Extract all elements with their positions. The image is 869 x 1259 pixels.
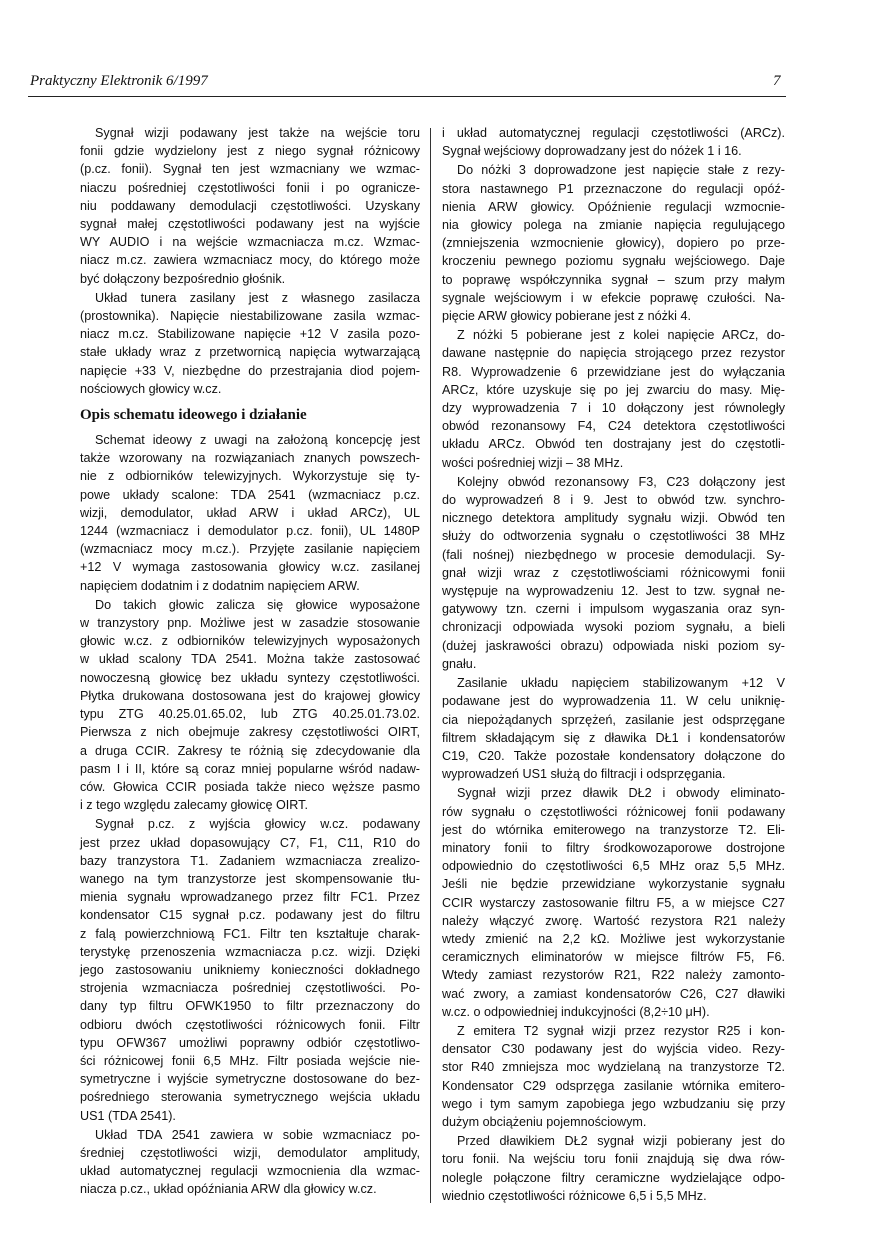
text-line: i układ automatycznej regulacji częstotliwości (ARCz). (442, 126, 785, 140)
text-line: Sygnał wizji przez dławik DŁ2 i obwody eliminato- (457, 786, 785, 801)
paragraph (80, 431, 420, 595)
paragraph (442, 161, 785, 325)
text-line: US1 (TDA 2541). (80, 1108, 176, 1123)
text-line: jest do wtórnika emiterowego na tranzystorze T2. Eli- (442, 822, 785, 837)
text-line: występuje na wyprowadzeniu 12. Jest to tzw. sygnał ne- (442, 584, 785, 599)
paragraph (442, 674, 785, 783)
text-line: wtedy zmienić na 2,2 kΩ. Możliwe jest wykorzystanie (442, 931, 785, 946)
text-line: z falą powierzchniową FC1. Filtr ten kształtuje charak- (80, 926, 420, 941)
column-divider (430, 128, 431, 1203)
text-line: sygnale wejściowym i w efekcie poprawę czułości. Na- (442, 290, 785, 305)
paragraph (80, 596, 420, 814)
text-line: (wzmacniacz mocy m.cz.). Przyjęte zasilanie napięciem (80, 542, 420, 557)
text-line: dzy wyprowadzenia 7 i 10 dołączony jest równoległy (442, 401, 785, 416)
text-line: +12 V wymaga zastosowania głowicy w.cz. zasilanej (80, 560, 420, 575)
text-line: wości pośredniej wizji – 38 MHz. (442, 455, 624, 470)
text-line: mienia sygnału wprowadzanego przez filtr FC1. Przez (80, 890, 420, 905)
text-line: średniej częstotliwości wizji, demodulator amplitudy, (80, 1145, 420, 1160)
text-line: i z tego względu zalecamy głowicę OIRT. (80, 798, 308, 813)
text-line: chronizacji odpowiada wysoki poziom sygnału, a bieli (442, 620, 785, 635)
text-line: jego zastosowaniu unikniemy konieczności dokładnego (80, 962, 420, 977)
text-line: a druga CCIR. Zakresy te różnią się zdecydowanie dla (80, 743, 420, 758)
text-line: wanego na tym tranzystorze jest skompensowanie tłu- (80, 871, 420, 886)
text-line: to poprawę współczynnika sygnał – szum przy małym (442, 272, 785, 287)
text-line: filtrem składającym się z dławika DŁ1 i kondensatorów (442, 730, 785, 745)
text-line: powe układy scalone: TDA 2541 (wzmacniacz p.cz. (80, 487, 420, 502)
text-line: Jeśli nie będzie przewidziane wykorzystanie sygnału (442, 877, 785, 892)
text-line: Przed dławikiem DŁ2 sygnał wizji pobierany jest do (457, 1134, 785, 1149)
text-line: nie z odbiorników telewizyjnych. Wykorzystuje się ty- (80, 469, 420, 484)
text-line: WY AUDIO i na wejście wzmacniacza m.cz. Wzmac- (80, 235, 420, 250)
text-line: dużym obciążeniu pojemnościowym. (442, 1114, 647, 1129)
paragraph (80, 1126, 420, 1199)
text-line: niacz m.cz. Stabilizowane napięcie +12 V zasila pozo- (80, 327, 420, 342)
text-line: układ automatycznej regulacji wzmocnienia dla wzmac- (80, 1164, 420, 1179)
text-line: obwód rezonansowy F4, C24 detektora częstotliwości (442, 419, 785, 434)
text-line: Układ tunera zasilany jest z własnego zasilacza (95, 290, 420, 305)
text-line: nienia ARW głowicy. Opóźnienie regulacji wzmocnie- (442, 199, 785, 214)
text-line: (fali nośnej) niezbędnego w procesie demodulacji. Sy- (442, 547, 785, 562)
text-line: toru fonii. Na wejściu toru fonii znajdują się dwa rów- (442, 1152, 785, 1167)
text-line: być dołączony bezpośrednio głośnik. (80, 271, 286, 286)
running-header-title: Praktyczny Elektronik 6/1997 (30, 73, 208, 89)
paragraph (80, 289, 420, 398)
text-line: odpowiednio do częstotliwości 6,5 MHz oraz 5,5 MHz. (442, 859, 785, 874)
text-line: bazy tranzystora T1. Zadaniem wzmacniacza zrealizo- (80, 853, 420, 868)
right-column (442, 124, 785, 1206)
text-line: wyprowadzeń US1 służą do filtracji i odsprzęgania. (442, 767, 726, 782)
text-line: nia głowicy polega na zmianie napięcia regulującego (442, 218, 785, 233)
text-line: głowic w.cz. z odbiorników telewizyjnych wyposażonych (80, 634, 420, 649)
text-line: należy włączyć zworę. Wartość rezystora R21 należy (442, 913, 785, 928)
text-line: napięcie +33 V, niezbędne do przestrajania diod pojem- (80, 363, 420, 378)
text-line: Sygnał wizji podawany jest także na wejście toru (95, 126, 420, 140)
text-line: do wyprowadzeń 8 i 9. Jest to obwód tzw. synchro- (442, 493, 785, 508)
text-line: Do takich głowic zalicza się głowice wyposażone (95, 597, 420, 612)
text-line: Sygnał p.cz. z wyjścia głowicy w.cz. podawany (95, 817, 420, 832)
text-line: ceramicznych eliminatorów w miejsce filtrów F5, F6. (442, 950, 785, 965)
paragraph (442, 1022, 785, 1131)
text-line: nowoczesną głowicę bez układu syntezy częstotliwości. (80, 670, 420, 685)
text-line: Pierwsza z nich obejmuje zakresy częstotliwości OIRT, (80, 725, 420, 740)
paragraph (442, 1132, 785, 1205)
header-rule (28, 96, 786, 97)
text-line: pośredniego sterowania symetrycznego wejścia układu (80, 1090, 420, 1105)
section-heading: Opis schematu ideowego i działanie (80, 407, 307, 424)
text-line: typu ZTG 40.25.01.65.02, lub ZTG 40.25.01.73.02. (80, 707, 420, 722)
text-line: Wtedy zamiast rezystorów R21, R22 należy zamonto- (442, 968, 785, 983)
text-line: Zasilanie układu napięciem stabilizowanym +12 V (457, 676, 785, 691)
text-line: ców. Głowica CCIR posiada także nieco węższe pasmo (80, 779, 420, 794)
text-line: Układ TDA 2541 zawiera w sobie wzmacniacz po- (95, 1127, 420, 1142)
text-line: podawane jest do wyprowadzenia 11. W celu uniknię- (442, 694, 785, 709)
text-line: strojenia wzmacniacza pośredniej częstotliwości. Po- (80, 981, 420, 996)
paragraph (80, 815, 420, 1124)
text-line: (zmniejszenia wzmocnienie głowicy), dopiero po prze- (442, 236, 785, 251)
paragraph (442, 473, 785, 673)
text-line: terystykę przenoszenia wzmacniacza p.cz. wizji. Dzięki (80, 944, 420, 959)
text-line: CCIR wystarczy zastosowanie filtru F5, a w miejsce C27 (442, 895, 785, 910)
text-line: rów sygnału o częstotliwości różnicowej fonii podawany (442, 804, 785, 819)
text-line: kroczeniu pewnego poziomu sygnału wejściowego. Daje (442, 254, 785, 269)
text-line: służy do odtworzenia sygnału o częstotliwości 38 MHz (442, 529, 785, 544)
text-line: w układ scalony TDA 2541. Można także zastosować (80, 652, 420, 667)
text-line: w tranzystory pnp. Możliwe jest w zasadzie stosowanie (80, 616, 420, 631)
text-line: Do nóżki 3 doprowadzone jest napięcie stałe z rezy- (457, 163, 785, 178)
text-line: niu poddawany demodulacji częstotliwości. Uzyskany (80, 198, 420, 213)
text-line: cia niepożądanych sprzężeń, zasilanie jest odsprzęgane (442, 712, 785, 727)
text-line: jest przez układ dopasowujący C7, F1, C11, R10 do (80, 835, 420, 850)
text-line: napięciem dodatnim i z dodatnim napięciem ARW. (80, 578, 360, 593)
paragraph (80, 124, 420, 288)
text-line: dany typ filtru OFWK1950 to filtr przeznaczony do (80, 999, 420, 1014)
text-line: niacz m.cz. zawiera wzmacniacz mocy, do którego może (80, 253, 420, 268)
text-line: gnału. (442, 656, 477, 671)
paragraph (442, 326, 785, 472)
text-line: wiednio częstotliwości różnicowe 6,5 i 5,5 MHz. (442, 1188, 707, 1203)
text-line: pasm I i II, które są coraz mniej popularne wśród nadaw- (80, 761, 420, 776)
text-line: Z nóżki 5 pobierane jest z kolei napięcie ARCz, do- (457, 328, 785, 343)
text-line: stor R40 zmniejsza moc wydzielaną na tranzystorze T2. (442, 1060, 785, 1075)
text-line: Płytka drukowana dostosowana jest do krajowej głowicy (80, 688, 420, 703)
text-line: wego i tym samym zapobiega jego wzbudzaniu się przy (442, 1096, 785, 1111)
text-line: ARCz, które uzyskuje się po jej zwarciu do masy. Mię- (442, 382, 785, 397)
text-line: C19, C20. Także pozostałe kondensatory dołączone do (442, 748, 785, 763)
text-line: dawane następnie do napięcia strojącego przez rezystor (442, 346, 785, 361)
text-line: niaczu pośredniej częstotliwości fonii i po ogranicze- (80, 180, 420, 195)
text-line: ści różnicowej fonii 6,5 MHz. Filtr posiada wejście nie- (80, 1053, 420, 1068)
text-line: kondensator C15 sygnał p.cz. podawany jest do filtru (80, 908, 420, 923)
left-column (80, 124, 420, 1200)
text-line: minatory fonii to filtry środkowozaporowe dostrojone (442, 840, 785, 855)
text-line: także wzorowany na rozwiązaniach znanych powszech- (80, 451, 420, 466)
text-line: typu OFW367 umożliwi poprawny odbiór częstotliwo- (80, 1035, 420, 1050)
text-line: stałe układy wraz z przetwornicą napięcia wytwarzającą (80, 345, 420, 360)
text-line: wać zwory, a zamiast kondensatorów C26, C27 dławiki (442, 986, 785, 1001)
text-line: niacza p.cz., układ opóźniania ARW dla głowicy w.cz. (80, 1182, 377, 1197)
text-line: wizji, demodulator, układ ARW i układ ARCz), UL (80, 505, 420, 520)
text-line: Kolejny obwód rezonansowy F3, C23 dołączony jest (457, 474, 785, 489)
text-line: (dużej jaskrawości obrazu) odpowiada niski poziom sy- (442, 638, 785, 653)
text-line: Sygnał wejściowy doprowadzany jest do nóżek 1 i 16. (442, 144, 742, 159)
text-line: Kondensator C29 odsprzęga zasilanie wtórnika emitero- (442, 1078, 785, 1093)
text-line: symetryczne i wyjście symetryczne dostosowane do bez- (80, 1072, 420, 1087)
text-line: nicznego detektora amplitudy sygnału wizji. Obwód ten (442, 511, 785, 526)
text-line: gatywowy tzn. czerni i impulsom wygaszania oraz syn- (442, 602, 785, 617)
text-line: stora nastawnego P1 przeznaczone do regulacji opóź- (442, 181, 785, 196)
text-line: R8. Wyprowadzenie 6 przewidziane jest do wyłączania (442, 364, 785, 379)
text-line: w.cz. o odpowiedniej indukcyjności (8,2÷10 μH). (442, 1004, 710, 1019)
text-line: nolegle połączone filtry ceramiczne wydzielające odpo- (442, 1170, 785, 1185)
text-line: fonii gdzie wydzielony jest z niego sygnał różnicowy (80, 144, 420, 159)
page-number: 7 (773, 73, 781, 89)
paragraph (442, 784, 785, 1021)
text-line: Z emitera T2 sygnał wizji przez rezystor R25 i kon- (457, 1023, 785, 1038)
text-line: Schemat ideowy z uwagi na założoną koncepcję jest (95, 433, 420, 448)
text-line: pięcie ARW głowicy pobierane jest z nóżki 4. (442, 309, 691, 324)
text-line: układu ARCz. Obwód ten dostrajany jest do częstotli- (442, 437, 785, 452)
text-line: (prostownika). Napięcie niestabilizowane zasila wzmac- (80, 309, 420, 324)
text-line: sygnał małej częstotliwości podawany jest na wyjście (80, 217, 420, 232)
text-line: 1244 (wzmacniacz i demodulator p.cz. fonii), UL 1480P (80, 524, 420, 539)
text-line: gnał wizji wraz z częstotliwościami różnicowymi fonii (442, 565, 785, 580)
text-line: nościowych głowicy w.cz. (80, 381, 222, 396)
text-line: densator C30 podawany jest do wyjścia video. Rezy- (442, 1042, 785, 1057)
text-line: odbioru dwóch częstotliwości różnicowych fonii. Filtr (80, 1017, 420, 1032)
text-line: (p.cz. fonii). Sygnał ten jest wzmacniany we wzmac- (80, 162, 420, 177)
paragraph (442, 124, 785, 160)
